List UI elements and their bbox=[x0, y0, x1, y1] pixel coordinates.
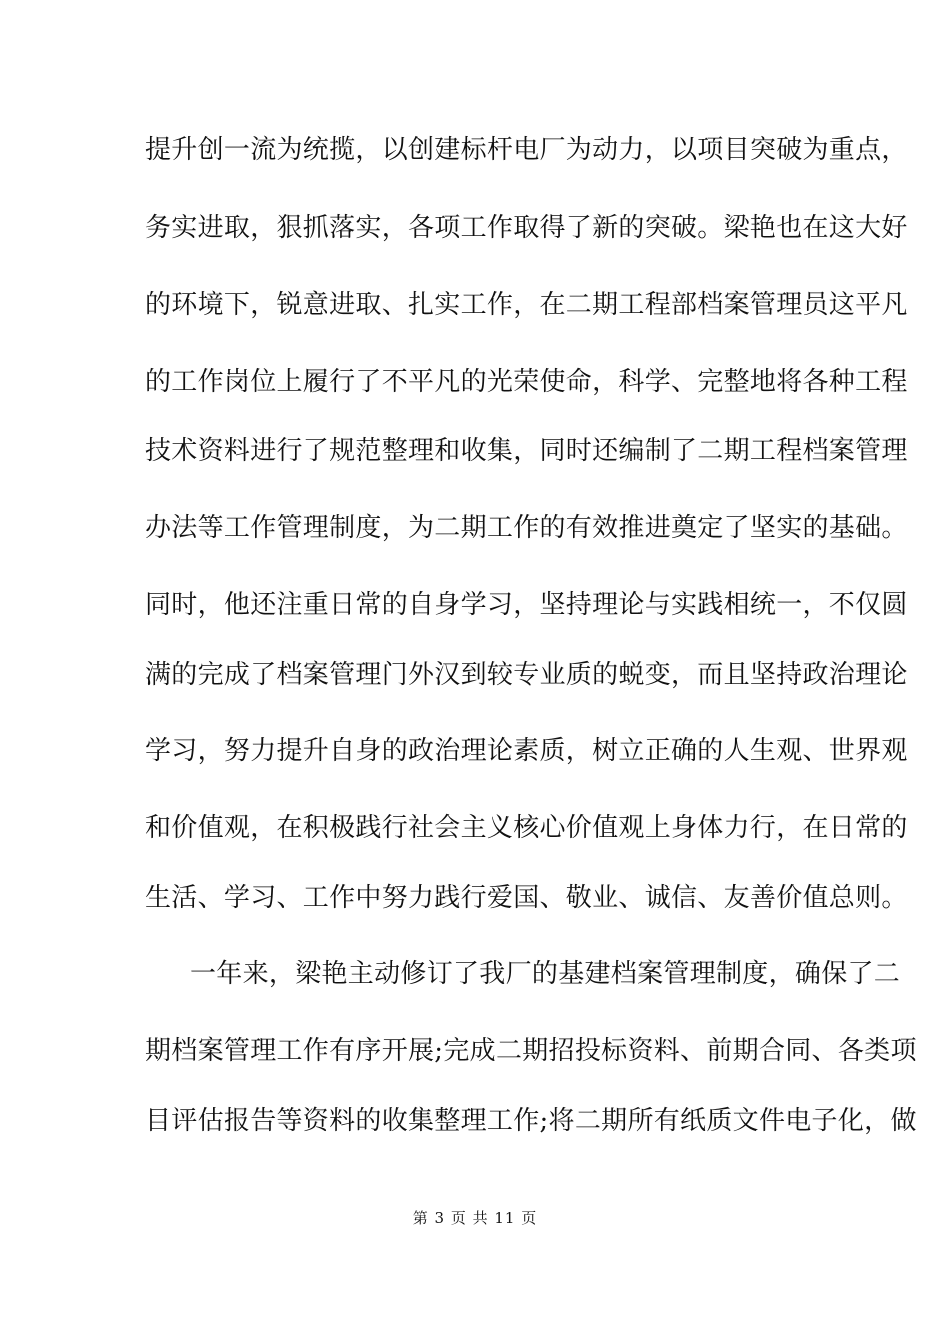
text-line: 提升创一流为统揽，以创建标杆电厂为动力，以项目突破为重点， bbox=[145, 135, 908, 165]
page-number: 第 3 页 共 11 页 bbox=[412, 1209, 538, 1227]
text-line: 期档案管理工作有序开展;完成二期招投标资料、前期合同、各类项 bbox=[145, 1036, 917, 1066]
text-line: 办法等工作管理制度，为二期工作的有效推进奠定了坚实的基础。 bbox=[145, 513, 908, 543]
text-line: 同时，他还注重日常的自身学习，坚持理论与实践相统一，不仅圆 bbox=[145, 590, 908, 620]
paragraph-first-line: 一年来，梁艳主动修订了我厂的基建档案管理制度，确保了二 bbox=[190, 959, 901, 989]
text-line: 和价值观，在积极践行社会主义核心价值观上身体力行，在日常的 bbox=[145, 813, 908, 843]
text-line: 技术资料进行了规范整理和收集，同时还编制了二期工程档案管理 bbox=[145, 436, 908, 466]
text-line: 务实进取，狠抓落实，各项工作取得了新的突破。梁艳也在这大好 bbox=[145, 213, 908, 243]
text-line: 生活、学习、工作中努力践行爱国、敬业、诚信、友善价值总则。 bbox=[145, 883, 908, 913]
text-line: 学习，努力提升自身的政治理论素质，树立正确的人生观、世界观 bbox=[145, 736, 908, 766]
text-line: 的环境下，锐意进取、扎实工作，在二期工程部档案管理员这平凡 bbox=[145, 290, 908, 320]
text-line: 的工作岗位上履行了不平凡的光荣使命，科学、完整地将各种工程 bbox=[145, 367, 908, 397]
text-line: 满的完成了档案管理门外汉到较专业质的蜕变，而且坚持政治理论 bbox=[145, 660, 908, 690]
text-line: 目评估报告等资料的收集整理工作;将二期所有纸质文件电子化，做 bbox=[145, 1106, 917, 1136]
